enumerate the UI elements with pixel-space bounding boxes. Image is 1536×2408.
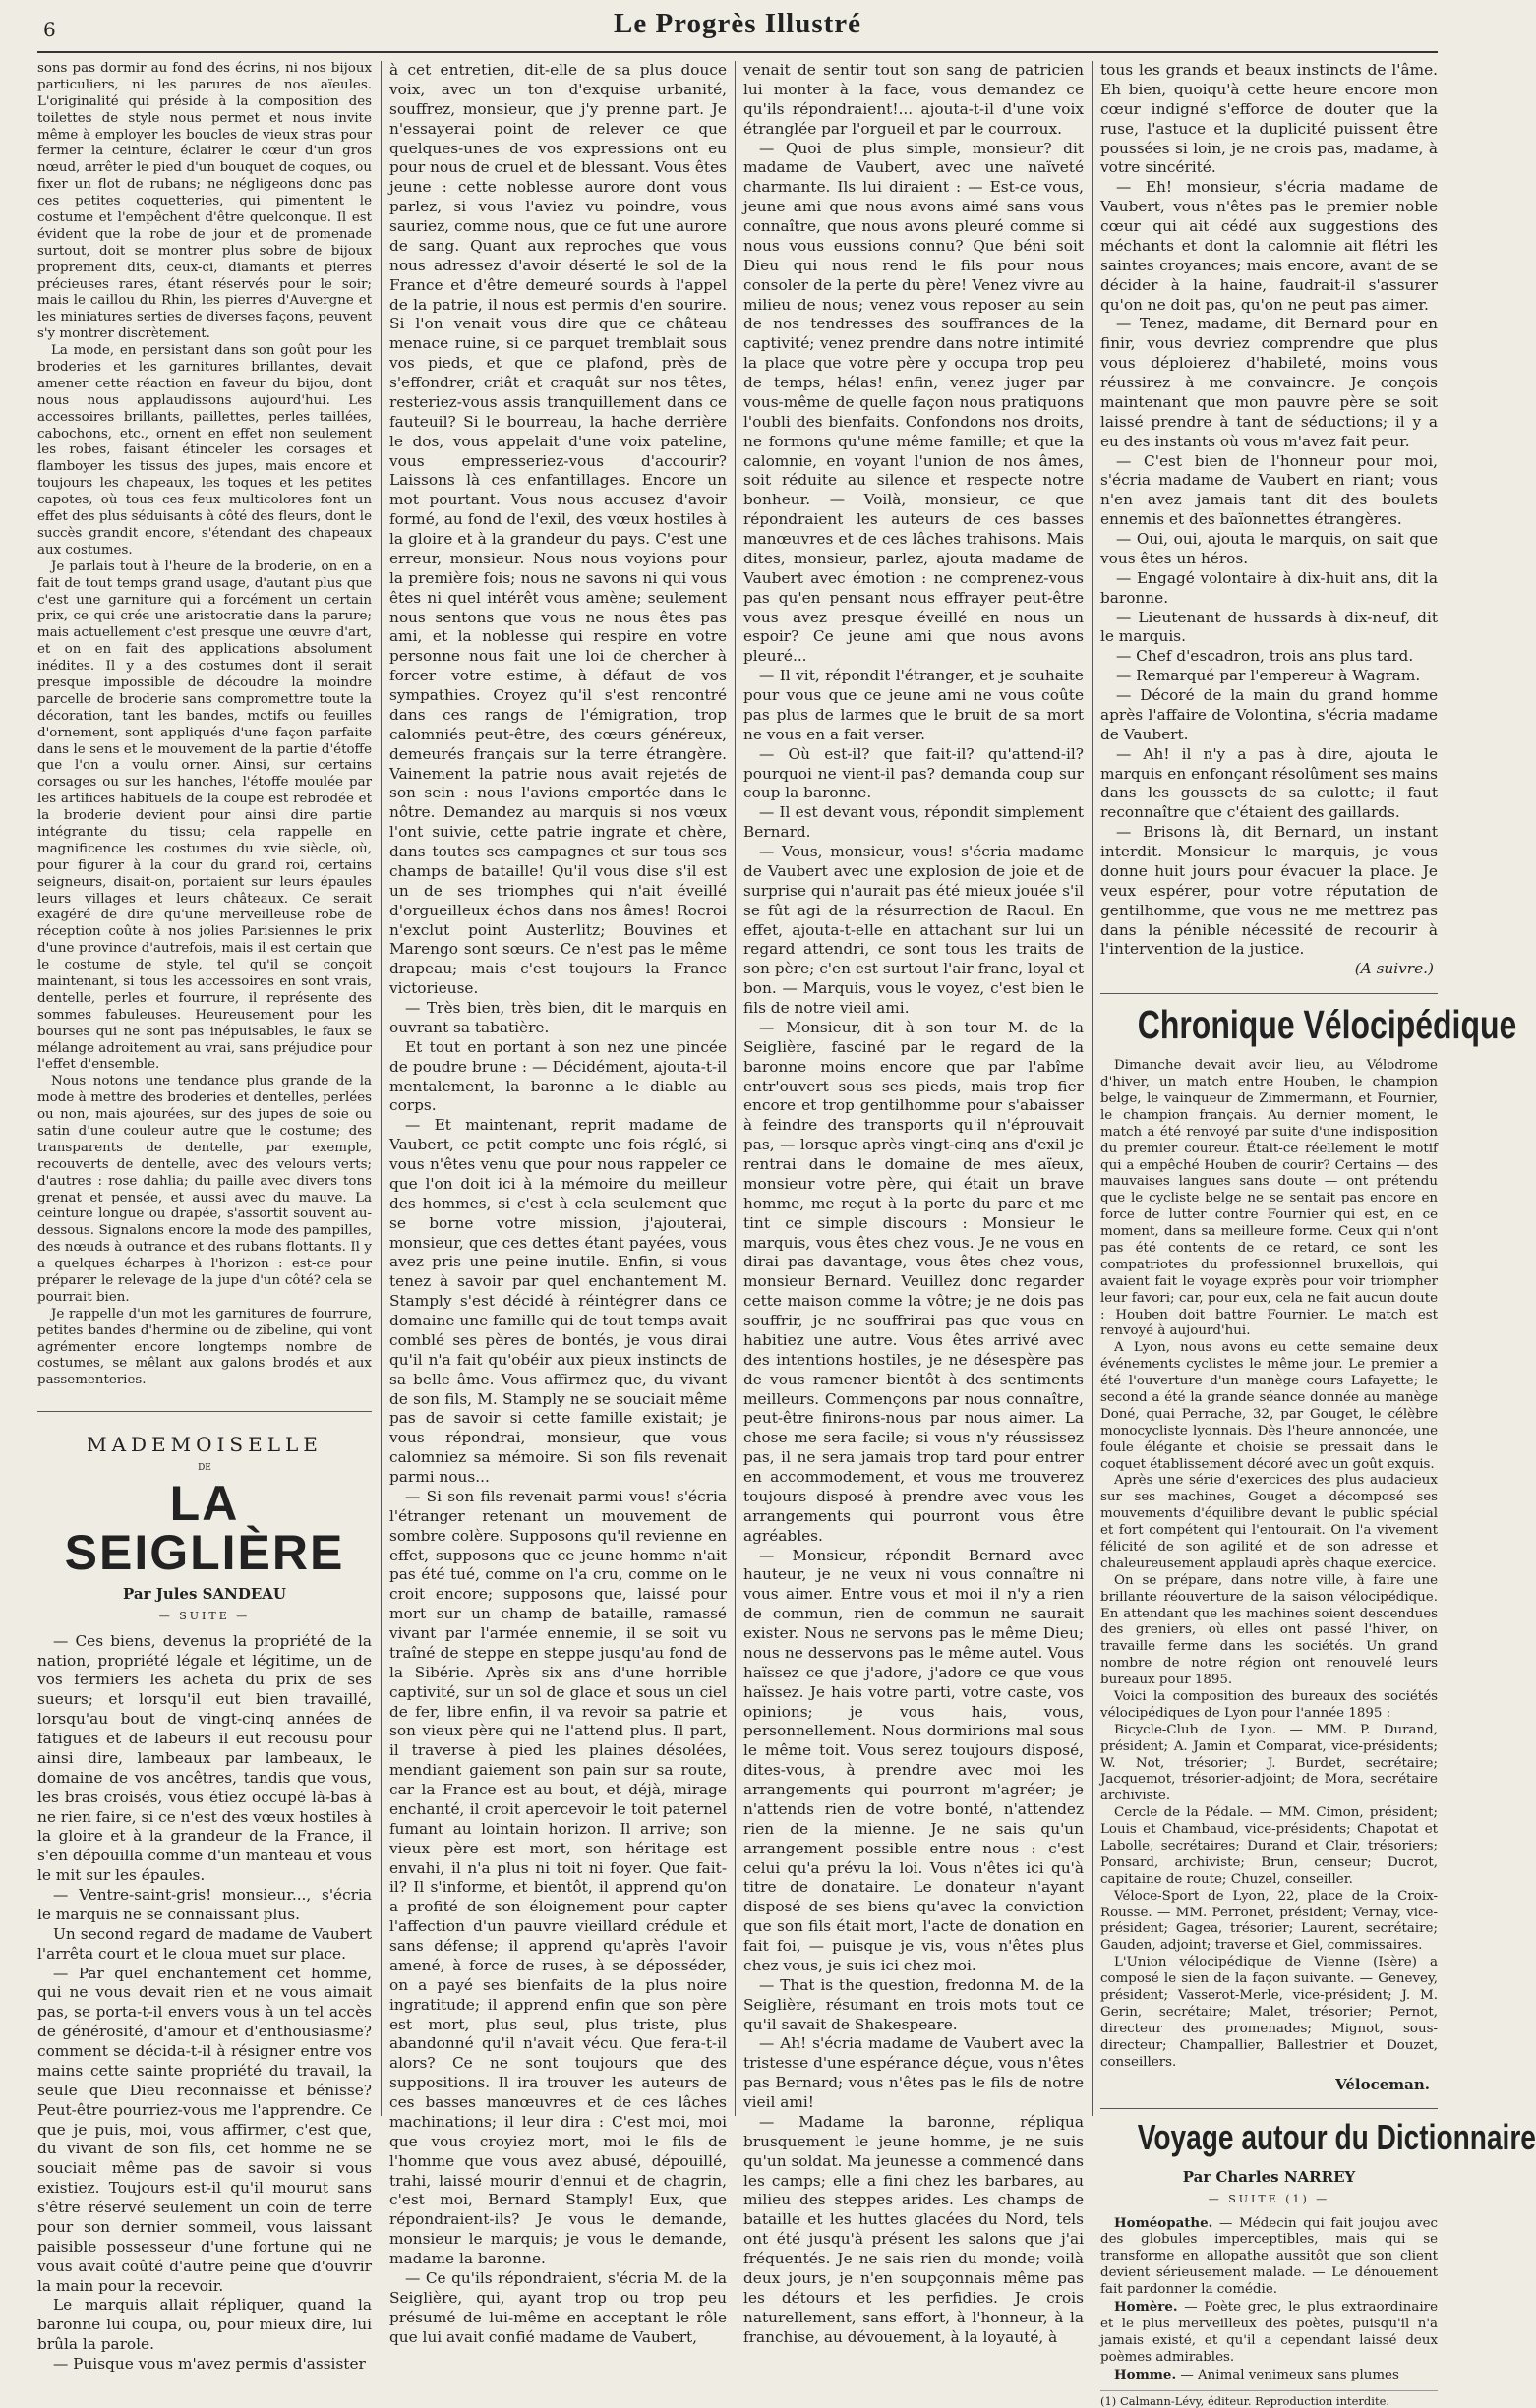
serial-paragraph: — Tenez, madame, dit Bernard pour en finir, vous devriez comprendre que plus vous déploierez d'habileté, moins vous réussirez à me convaincre. Je conçois maintenant que mon pauvre père se soit laissé prendre à tant de séductions; il y a eu des instants où vous m'avez fait peur. (1100, 315, 1438, 451)
serial-suite: — SUITE — (37, 1610, 372, 1623)
entry-text: — Animal venimeux sans plumes (1176, 2368, 1399, 2382)
cycling-paragraph: Après une série d'exercices des plus audacieux sur ses machines, Gouget a décomposé ses mouvements d'équilibre devant le public spécial et fort compétent qui l'entourait. On l'a vivement félicité de son agilité et de son adresse et chaleureusement applaudi après chaque exercice. (1100, 1473, 1438, 1572)
serial-paragraph: — Par quel enchantement cet homme, qui ne vous devait rien et ne vous aimait pas, se porta-t-il envers vous à un tel accès de générosité, d'amour et d'enthousiasme? comment se décida-t-il à résigner entre vos mains cette sainte propriété du travail, la seule que Dieu reconnaisse et bénisse? Peut-être pourriez-vous me l'apprendre. Ce que je puis, moi, vous affirmer, c'est que, du vivant de son fils, cet homme ne se souciait même pas de savoir si vous existiez. Toujours est-il qu'il mourut sans s'être réservé seulement un coin de terre pour son dernier sommeil, vous laissant paisible possesseur d'une fortune qui ne vous avait coûté d'autre peine que d'ouvrir la main pour la recevoir. (37, 1965, 372, 2297)
serial-paragraph: — Ah! s'écria madame de Vaubert avec la tristesse d'une espérance déçue, vous n'êtes pas Bernard; vous n'êtes pas le fils de notre vieil ami! (743, 2034, 1084, 2113)
entry-text: — Poète grec, le plus extraordinaire et le plus merveilleux des poètes, puisqu'il n'a jamais existé, et qu'il a cependant laissé deux poèmes admirables. (1100, 2300, 1438, 2365)
serial-paragraph: Et tout en portant à son nez une pincée de poudre brune : — Décidément, ajouta-t-il mentalement, la baronne a le diable au corps. (389, 1038, 727, 1117)
serial-label: MADEMOISELLE (37, 1432, 372, 1457)
serial-paragraph: — Décoré de la main du grand homme après l'affaire de Volontina, s'écria madame de Vaubert. (1100, 686, 1438, 745)
serial-paragraph: — Chef d'escadron, trois ans plus tard. (1100, 647, 1438, 667)
serial-paragraph: — Lieutenant de hussards à dix-neuf, dit le marquis. (1100, 609, 1438, 648)
serial-paragraph: — Eh! monsieur, s'écria madame de Vaubert, vous n'êtes pas le premier noble cœur qui ait cédé aux suggestions des méchants et dont la calomnie ait flétri les saintes croyances; mais encore, avant de se décider à la haine, faudrait-il s'assurer qu'on ne doit pas, qu'on ne peut pas aimer. (1100, 178, 1438, 315)
fashion-paragraph: sons pas dormir au fond des écrins, ni nos bijoux particuliers, ni les parures de nos aïeules. L'originalité qui préside à la composition des toilettes de style nous permet et nous invite même à employer les boucles de vieux stras pour fermer la ceinture, éclairer le cœur d'un gros nœud, arrêter le pied d'un bouquet de coques, ou fixer un flot de rubans; ne négligeons donc pas ces petites coquetteries, qui pimentent le costume et l'empêchent d'être quelconque. Il est évident que la robe de jour et de promenade surtout, doit se montrer plus sobre de bijoux proprement dits, ceux-ci, diamants et pierres précieuses rares, étant réservés pour le soir; mais le caillou du Rhin, les pierres d'Auvergne et les miniatures serties de diverses façons, peuvent s'y montrer discrètement. (37, 61, 372, 343)
serial-paragraph: — Quoi de plus simple, monsieur? dit madame de Vaubert, avec une naïveté charmante. Ils lui diraient : — Est-ce vous, jeune ami que nous avons aimé sans vous connaître, que nous avons pleuré comme si nous vous eussions connu? Que béni soit Dieu qui nous rend le fils pour nous consoler de la perte du père! Venez vivre au milieu de nous; venez vous reposer au sein de nos tendresses des souffrances de la captivité; venez prendre dans notre intimité la place que votre père y occupa trop peu de temps, hélas! enfin, venez juger par vous-même de quelle façon nous pratiquons l'oubli des bienfaits. Confondons nos droits, ne formons qu'une même famille; et que la calomnie, en voyant l'union de nos âmes, soit réduite au silence et respecte notre bonheur. — Voilà, monsieur, ce que répondraient les auteurs de ces basses manœuvres et de ces lâches trahisons. Mais dites, monsieur, parlez, ajouta madame de Vaubert avec émotion : ne comprenez-vous pas qu'en pensant nous effrayer peut-être vous avez presque éveillé en nous un espoir? Ce jeune ami que nous avons pleuré... (743, 140, 1084, 668)
section-separator (1100, 2108, 1438, 2109)
entry-text: — Médecin qui fait joujou avec des globules imperceptibles, mais qui se transforme en allopathe aussitôt que son client devient sérieusement malade. — Le dénouement fait pardonner la comédie. (1100, 2216, 1438, 2298)
serial-paragraph: — Oui, oui, ajouta le marquis, on sait que vous êtes un héros. (1100, 530, 1438, 569)
cycling-paragraph: L'Union vélocipédique de Vienne (Isère) a composé le sien de la façon suivante. — Genevey, président; Vasserot-Merle, vice-président; J. M. Gerin, secrétaire; Malet, trésorier; Pernot, directeur des promenades; Mignot, sous-directeur; Champallier, Ballestrier et Douzet, conseillers. (1100, 1955, 1438, 2071)
cycling-title: Chronique Vélocipédique (1138, 1004, 1401, 1046)
dictionary-entry (1100, 2299, 1438, 2367)
cycling-paragraph: On se prépare, dans notre ville, à faire une brillante réouverture de la saison vélocipédique. En attendant que les machines soient descendues des greniers, où elles ont passé l'hiver, on travaille ferme dans les sociétés. Un grand nombre de notre région ont renouvelé leurs bureaux pour 1895. (1100, 1573, 1438, 1689)
column-3 (743, 61, 1084, 2116)
column-4 (1100, 61, 1438, 2116)
serial-paragraph: — Très bien, très bien, dit le marquis en ouvrant sa tabatière. (389, 999, 727, 1038)
cycling-paragraph: Voici la composition des bureaux des sociétés vélocipédiques de Lyon pour l'année 1895 : (1100, 1689, 1438, 1723)
to-follow: (A suivre.) (1100, 960, 1434, 979)
entry-term: Homme. (1114, 2367, 1176, 2382)
serial-paragraph: — Remarqué par l'empereur à Wagram. (1100, 667, 1438, 686)
cycling-paragraph: Bicycle-Club de Lyon. — MM. P. Durand, président; A. Jamin et Comparat, vice-présidents; W. Not, trésorier; J. Burdet, secrétaire; Jacquemot, trésorier-adjoint; de Mora, secrétaire archiviste. (1100, 1723, 1438, 1805)
serial-paragraph: — Il est devant vous, répondit simplement Bernard. (743, 803, 1084, 843)
column-2 (389, 61, 727, 2116)
fashion-paragraph: Je parlais tout à l'heure de la broderie, on en a fait de tout temps grand usage, d'autant plus que c'est une garniture qui a forcément un certain prix, ce qui crée une aristocratie dans la parure; mais actuellement c'est presque une œuvre d'art, et on en fait des applications absolument inédites. Il y a des costumes dont il serait presque impossible de découdre la moindre parcelle de broderie sans compromettre toute la décoration, tant les bandes, motifs ou feuilles d'ornement, sont appliqués d'une façon parfaite dans le sens et le mouvement de la partie d'étoffe que l'on a voulu orner. Ainsi, sur certains corsages ou sur les hanches, l'étoffe moulée par les artifices habituels de la coupe est rebrodée et la broderie devient pour ainsi dire partie intégrante du tissu; cela rappelle en magnificence les costumes du xvie siècle, où, pour figurer à la cour du grand roi, certains seigneurs, disait-on, portaient sur leurs épaules leurs villages et leurs châteaux. Ce serait exagéré de dire qu'une merveilleuse robe de réception coûte à nos jolies Parisiennes le prix d'une province d'autrefois, mais il est certain que le costume de style, tel qu'il se conçoit maintenant, si tous les accessoires en sont vrais, dentelle, perles et fourrure, il représente des sommes fabuleuses. Heureusement pour les bourses qui ne sont pas inépuisables, le faux se mélange adroitement au vrai, sans préjudice pour l'effet d'ensemble. (37, 559, 372, 1075)
dictionary-entry (1100, 2367, 1438, 2384)
dictionary-entries (1100, 2215, 1438, 2384)
cycling-signature: Véloceman. (1100, 2076, 1430, 2095)
serial-paragraph: à cet entretien, dit-elle de sa plus douce voix, avec un ton d'exquise urbanité, souffrez, monsieur, que j'y prenne part. Je n'essayerai point de relever ce que quelques-unes de vos expressions ont eu pour nous de cruel et de blessant. Vous êtes jeune : cette noblesse aurore dont vous parlez, si vous l'aviez vu poindre, vous sauriez, comme nous, que ce fut une aurore de sang. Quant aux reproches que vous nous adressez d'avoir déserté le sol de la France et d'être demeuré sourds à l'appel de la patrie, il nous est permis d'en sourire. Si l'on venait vous dire que ce château menace ruine, si ce parquet tremblait sous vos pieds, et que ce plafond, près de s'effondrer, criât et craquât sur nos têtes, resteriez-vous assis tranquillement dans ce fauteuil? Si le bourreau, la hache derrière le dos, vous appelait d'une voix pateline, vous empresseriez-vous d'accourir? Laissons là ces enfantillages. Encore un mot pourtant. Vous nous accusez d'avoir formé, au fond de l'exil, des vœux hostiles à la gloire et à la grandeur du pays. C'est une erreur, monsieur. Nous nous voyions pour la première fois; nous ne savons ni qui vous êtes ni quel intérêt vous amène; seulement nous sentons que vous ne nous êtes pas ami, et la noblesse qui respire en votre personne nous fait une loi de chercher à forcer votre estime, à défaut de vos sympathies. Croyez qu'il s'est rencontré dans ces rangs de l'émigration, trop calomniés peut-être, des cœurs généreux, demeurés français sur la terre étrangère. Vainement la patrie nous avait rejetés de son sein : nous l'avions emportée dans le nôtre. Demandez au marquis si nos vœux l'ont suivie, cette patrie ingrate et chère, dans toutes ses campagnes et sur tous ses champs de bataille! Qu'il vous dise s'il est un de ses triomphes qui n'ait éveillé d'orgueilleux échos dans nos âmes! Rocroi n'exclut point Austerlitz; Bouvines et Marengo sont sœurs. Ce n'est pas le même drapeau; mais c'est toujours la France victorieuse. (389, 61, 727, 999)
serial-paragraph: — Puisque vous m'avez permis d'assister (37, 2355, 372, 2375)
serial-paragraph: — Ces biens, devenus la propriété de la nation, propriété légale et légitime, un de vos fermiers les acheta du prix de ses sueurs; et lorsqu'il eut bien travaillé, lorsqu'au bout de vingt-cinq années de fatigues et de labeurs il eut recousu pour ainsi dire, lambeaux par lambeaux, le domaine de vos ancêtres, tandis que vous, les bras croisés, vous étiez occupé là-bas à ne rien faire, si ce n'est des vœux hostiles à la gloire et à la grandeur de la France, il s'en dépouilla comme d'un manteau et vous le mit sur les épaules. (37, 1632, 372, 1886)
section-separator (1100, 993, 1438, 994)
serial-paragraph: Un second regard de madame de Vaubert l'arrêta court et le cloua muet sur place. (37, 1925, 372, 1965)
fashion-paragraph: Nous notons une tendance plus grande de la mode à mettre des broderies et dentelles, perlées ou non, mais ajourées, sur des jupes de soie ou satin d'une couleur autre que le costume; des transparents de dentelle, par exemple, recouverts de dentelle, avec des velours verts; d'autres : rose dahlia; du paille avec divers tons grenat et pensée, et aussi avec du mauve. La ceinture longue ou drapée, s'assortit souvent au-dessous. Signalons encore la mode des pampilles, des nœuds à outrance et des rubans flottants. Il y a quelques écharpes à l'horizon : est-ce pour préparer le relevage de la jupe d'un côté? cela se pourrait bien. (37, 1074, 372, 1306)
dictionary-entry (1100, 2215, 1438, 2299)
serial-paragraph: Le marquis allait répliquer, quand la baronne lui coupa, ou, pour mieux dire, lui brûla la parole. (37, 2296, 372, 2355)
serial-de: DE (37, 1463, 372, 1475)
serial-paragraph: — C'est bien de l'honneur pour moi, s'écria madame de Vaubert en riant; vous n'en avez jamais tant dit des boulets ennemis et des baïonnettes étrangères. (1100, 452, 1438, 531)
entry-term: Homéopathe. (1114, 2215, 1212, 2231)
header-rule (37, 51, 1438, 53)
serial-paragraph: — Monsieur, dit à son tour M. de la Seiglière, fasciné par le regard de la baronne moins encore que par l'abîme entr'ouvert sous ses pieds, mais trop fier encore et trop gentilhomme pour s'abaisser à feindre des transports qu'il n'éprouvait pas, — lorsque après vingt-cinq ans d'exil je rentrai dans le domaine de mes aïeux, monsieur votre père, qui était un brave homme, me reçut à la porte du parc et me tint ce simple discours : Monsieur le marquis, vous êtes chez vous. Je ne vous en dirai pas davantage, vous êtes chez vous, monsieur Bernard. Veuillez donc regarder cette maison comme la vôtre; je ne dois pas souffrir, je ne souffrirai pas que vous en habitiez une autre. Vous êtes arrivé avec des intentions hostiles, je ne désespère pas de vous ramener bientôt à des sentiments meilleurs. Commençons par nous connaître, peut-être finirons-nous par nous aimer. La chose me sera facile; si vous n'y réussissez pas, il ne sera jamais trop tard pour entrer en accommodement, et vous me trouverez toujours disposé à prendre avec vous les arrangements qui pourront vous être agréables. (743, 1019, 1084, 1547)
serial-paragraph: tous les grands et beaux instincts de l'âme. Eh bien, quoiqu'à cette heure encore mon cœur indigné s'efforce de douter que la ruse, l'astuce et la duplicité puissent être poussées si loin, je ne crois pas, madame, à votre sincérité. (1100, 61, 1438, 178)
cycling-paragraph: Dimanche devait avoir lieu, au Vélodrome d'hiver, un match entre Houben, le champion belge, le vainqueur de Zimmermann, et Fournier, le champion français. Au dernier moment, le match a été renvoyé par suite d'une indisposition du premier coureur. Était-ce réellement le motif qui a empêché Houben de courir? Certains — des mauvaises langues sans doute — ont prétendu que le cycliste belge ne se sentait pas encore en force de lutter contre Fournier qui est, en ce moment, dans sa meilleure forme. Ceux qui n'ont pas été contents de ce retard, ce sont les compatriotes du professionnel bruxellois, qui avaient fait le voyage exprès pour voir triompher leur favori; car, pour eux, cela ne fait aucun doute : Houben doit battre Fournier. Le match est renvoyé à aujourd'hui. (1100, 1058, 1438, 1340)
serial-byline: Par Jules SANDEAU (37, 1585, 372, 1605)
serial-paragraph: — Et maintenant, reprit madame de Vaubert, ce petit compte une fois réglé, si vous n'êtes venu que pour nous rappeler ce que l'on doit ici à la mémoire du meilleur des hommes, si c'est à cela seulement que se borne votre mission, j'ajouterai, monsieur, que ces dettes étant payées, vous avez pris une peine inutile. Enfin, si vous tenez à savoir par quel enchantement M. Stamply s'est décidé à réintégrer dans ce domaine une famille qui de tout temps avait comblé ses pères de bontés, je vous dirai qu'il n'a fait qu'obéir aux pieux instincts de sa belle âme. Vous affirmez que, du vivant de son fils, M. Stamply ne se souciait même pas de savoir si cette famille existait; je vous répondrai, monsieur, que vous calomniez sa mémoire. Si son fils revenait parmi nous... (389, 1116, 727, 1488)
cycling-paragraph: Cercle de la Pédale. — MM. Cimon, président; Louis et Chambaud, vice-présidents; Chapotat et Labolle, secrétaires; Durand et Clair, trésoriers; Ponsard, archiviste; Brun, censeur; Ducrot, capitaine de route; Chuzel, conseiller. (1100, 1805, 1438, 1888)
serial-paragraph: — Brisons là, dit Bernard, un instant interdit. Monsieur le marquis, je vous donne huit jours pour évacuer la place. Je veux espérer, pour votre réputation de gentilhomme, que vous ne me mettrez pas dans la pénible nécessité de recourir à l'intervention de la justice. (1100, 823, 1438, 960)
serial-paragraph: — Si son fils revenait parmi vous! s'écria l'étranger retenant un mouvement de sombre colère. Supposons qu'il revienne en effet, supposons que ce jeune homme n'ait pas été tué, comme on l'a cru, comme on le croit encore; supposons que, laissé pour mort sur un champ de bataille, ramassé vivant par l'armée ennemie, il se soit vu traîné de steppe en steppe jusqu'au fond de la Sibérie. Après six ans d'une horrible captivité, sur un sol de glace et sous un ciel de fer, libre enfin, il va revoir sa patrie et son vieux père qui ne l'attend plus. Il part, il traverse à pied les plaines désolées, mendiant gaiement son pain sur sa route, car la France est au bout, et déjà, mirage enchanté, il croit apercevoir le toit paternel fumant au lointain horizon. Il arrive; son vieux père est mort, son héritage est envahi, il n'a plus ni toit ni foyer. Que fait-il? Il s'informe, et bientôt, il apprend qu'on a profité de son éloignement pour capter l'affection d'un pauvre vieillard crédule et sans défense; il apprend qu'après l'avoir amené, à force de ruses, à se déposséder, on a payé ses bienfaits de la plus noire ingratitude; il apprend enfin que son père est mort, plus seul, plus triste, plus abandonné qu'il n'avait vécu. Que fera-t-il alors? Ce ne sont toujours que des suppositions. Il ira trouver les auteurs de ces basses manœuvres et de ces lâches machinations; il leur dira : C'est moi, moi que vous croyiez mort, moi le fils de l'homme que vous avez abusé, dépouillé, trahi, laissé mourir d'ennui et de chagrin, c'est moi, Bernard Stamply! Eux, que répondraient-ils? Je vous le demande, monsieur le marquis; je vous le demande, madame la baronne. (389, 1488, 727, 2269)
footnote: (1) Calmann-Lévy, éditeur. Reproduction interdite. (1100, 2390, 1438, 2408)
fashion-paragraph: La mode, en persistant dans son goût pour les broderies et les garnitures brillantes, devait amener cette réaction en faveur du bijou, dont nous nous applaudissons aujourd'hui. Les accessoires brillants, paillettes, perles taillées, cabochons, etc., ornent en effet non seulement les robes, faisant étinceler les corsages et flamboyer les tissus des jupes, mais encore et toujours les chapeaux, les toques et les petites capotes, où tous ces feux multicolores font un effet des plus séduisants à côté des fleurs, dont le succès grandit encore, s'étendant des chapeaux aux costumes. (37, 343, 372, 559)
cycling-paragraph: Véloce-Sport de Lyon, 22, place de la Croix-Rousse. — MM. Perronet, président; Vernay, vice-président; Gagea, trésorier; Laurent, secrétaire; Gauden, adjoint; traverse et Giel, commissaires. (1100, 1889, 1438, 1956)
column-1 (37, 61, 372, 2116)
masthead: Le Progrès Illustré (0, 8, 1475, 40)
serial-paragraph: — Vous, monsieur, vous! s'écria madame de Vaubert avec une explosion de joie et de surprise qui n'aurait pas été mieux jouée s'il se fût agi de la résurrection de Raoul. En effet, ajouta-t-elle en attachant sur lui un regard attendri, ce sont tous les traits de son père; c'en est surtout l'air franc, loyal et bon. — Marquis, vous le voyez, c'est bien le fils de notre vieil ami. (743, 843, 1084, 1019)
cycling-paragraph: A Lyon, nous avons eu cette semaine deux événements cyclistes le même jour. Le premier a été l'ouverture d'un manège cours Lafayette; le second a été la grande séance donnée au manège Doné, quai Perrache, 32, par Gouget, le célèbre monocycliste lyonnais. Dès l'heure annoncée, une foule élégante et choisie se pressait dans le coquet établissement décoré avec un goût exquis. (1100, 1340, 1438, 1473)
fashion-paragraph: Je rappelle d'un mot les garnitures de fourrure, petites bandes d'hermine ou de zibeline, qui vont agrémenter encore longtemps nombre de costumes, se mêlant aux galons brodés et aux passementeries. (37, 1307, 372, 1389)
serial-title: LA SEIGLIÈRE (37, 1479, 372, 1577)
serial-paragraph: — That is the question, fredonna M. de la Seiglière, résumant en trois mots tout ce qu'il savait de Shakespeare. (743, 1976, 1084, 2035)
serial-paragraph: — Ah! il n'y a pas à dire, ajouta le marquis en enfonçant résolûment ses mains dans les goussets de sa culotte; il faut reconnaître que c'étaient des gaillards. (1100, 745, 1438, 824)
serial-paragraph: — Ce qu'ils répondraient, s'écria M. de la Seiglière, qui, ayant trop ou trop peu présumé de lui-même en acceptant le rôle que lui avait confié madame de Vaubert, (389, 2269, 727, 2348)
serial-paragraph: venait de sentir tout son sang de patricien lui monter à la face, vous demandez ce qu'ils répondraient!... ajouta-t-il d'une voix étranglée par l'orgueil et par le courroux. (743, 61, 1084, 140)
dictionary-suite: — SUITE (1) — (1100, 2193, 1438, 2206)
column-rule (381, 61, 382, 2116)
serial-paragraph: — Madame la baronne, répliqua brusquement le jeune homme, je ne suis qu'un soldat. Ma jeunesse a commencé dans les camps; elle a fini chez les barbares, au milieu des steppes arides. Les champs de bataille et les huttes glacées du Nord, tels ont été jusqu'à présent les salons que j'ai fréquentés. Je ne sais rien du monde; voilà deux jours, je n'en soupçonnais même pas les détours et les perfidies. Je crois naturellement, sans effort, à l'honneur, à la franchise, au dévouement, à la loyauté, à (743, 2113, 1084, 2348)
serial-paragraph: — Monsieur, répondit Bernard avec hauteur, je ne veux ni vous connaître ni vous aimer. Entre vous et moi il n'y a rien de commun, rien de commun ne saurait exister. Nous ne servons pas le même Dieu; nous ne desservons pas le même autel. Vous haïssez ce que j'adore, j'adore ce que vous haïssez. Je hais votre parti, votre caste, vos opinions; je vous hais, vous, personnellement. Nous dormirions mal sous le même toit. Vous serez toujours disposé, dites-vous, à prendre avec moi les arrangements qui pourront m'agréer; je n'attends rien de votre bonté, n'attendez rien de la mienne. Je ne sais qu'un arrangement possible entre nous : c'est celui qu'a prévu la loi. Vous n'êtes ici qu'à titre de donataire. Le donateur n'ayant disposé de ses biens qu'avec la conviction que son fils était mort, l'acte de donation en fait foi, — puisque je vis, vous n'êtes plus chez vous, je suis ici chez moi. (743, 1547, 1084, 1976)
serial-paragraph: — Ventre-saint-gris! monsieur..., s'écria le marquis ne se connaissant plus. (37, 1886, 372, 1925)
dictionary-byline: Par Charles NARREY (1100, 2168, 1438, 2188)
section-separator (37, 1411, 372, 1412)
fashion-article (37, 61, 372, 1389)
dictionary-title: Voyage autour du Dictionnaire (1138, 2119, 1401, 2156)
column-rule (735, 61, 736, 2116)
serial-paragraph: — Où est-il? que fait-il? qu'attend-il? pourquoi ne vient-il pas? demanda coup sur coup la baronne. (743, 745, 1084, 804)
entry-term: Homère. (1114, 2299, 1178, 2315)
cycling-article (1100, 1058, 1438, 2071)
serial-paragraph: — Il vit, répondit l'étranger, et je souhaite pour vous que ce jeune ami ne vous coûte pas plus de larmes que le bruit de sa mort ne vous en a fait verser. (743, 667, 1084, 745)
column-rule (1092, 61, 1093, 2116)
page-number: 6 (43, 18, 56, 41)
serial-paragraph: — Engagé volontaire à dix-huit ans, dit la baronne. (1100, 569, 1438, 609)
